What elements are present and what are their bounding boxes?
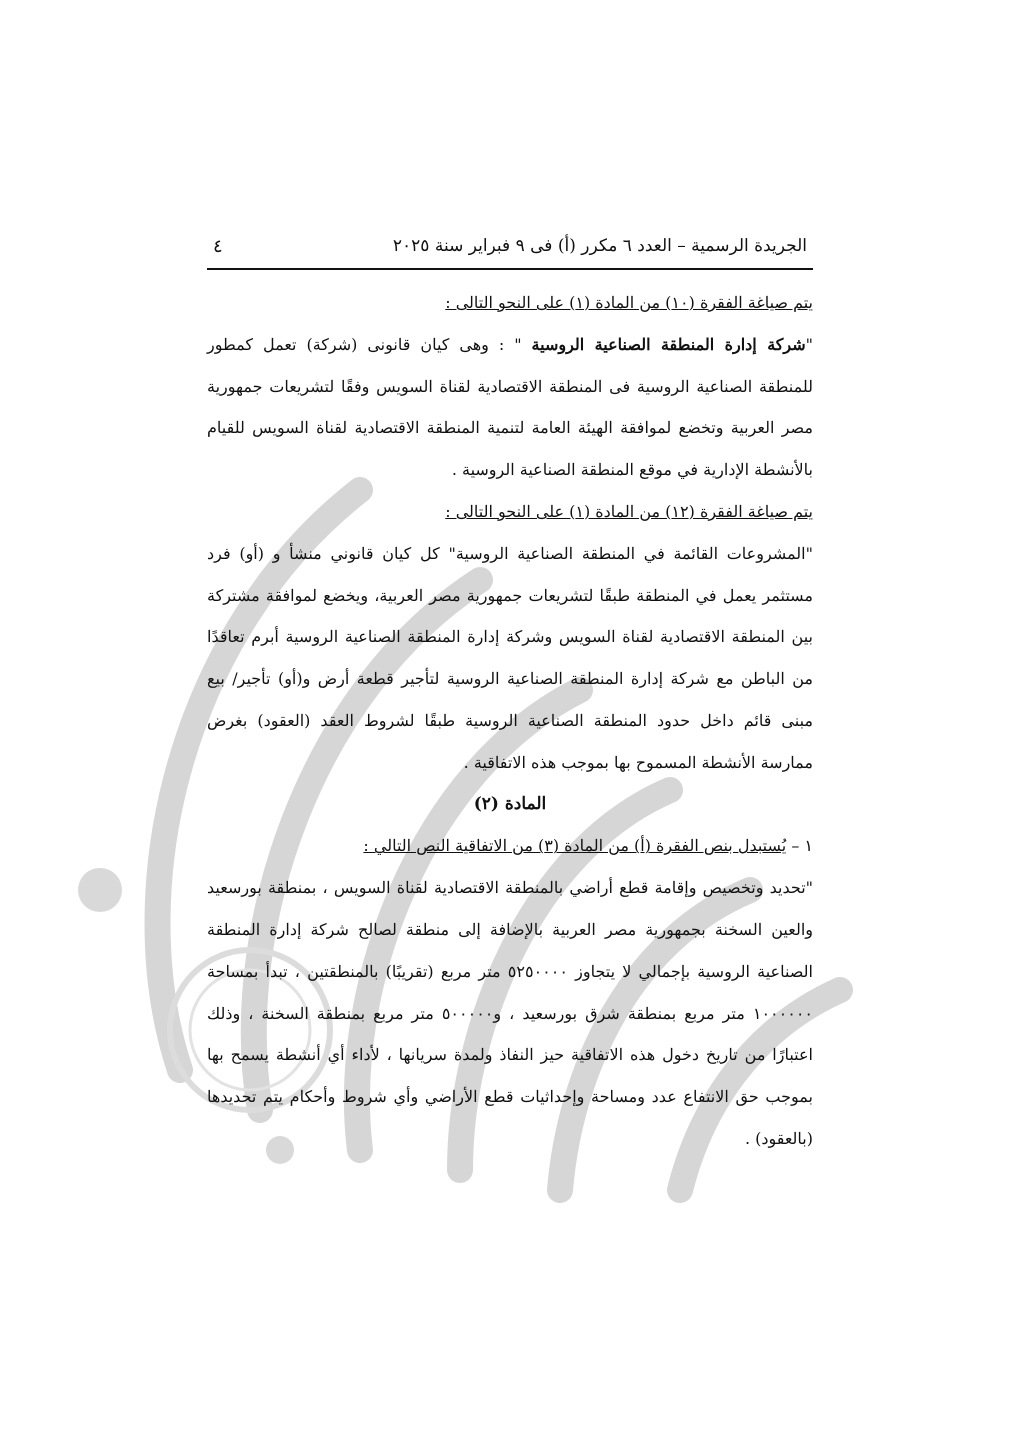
definition-management-company: [207, 324, 813, 491]
clause-intro: يُستبدل بنص الفقرة (أ) من المادة (٣) من الاتفاقية النص التالي :: [363, 836, 787, 856]
replacement-text: "تحديد وتخصيص وإقامة قطع أراضي بالمنطقة الاقتصادية لقناة السويس ، بمنطقة بورسعيد والعين السخنة بجمهورية مصر العربية بالإضافة إلى منطقة لصالح شركة إدارة المنطقة الصناعية الروسية بإجمالي لا يتجاوز ٥٢٥٠٠٠٠ متر مربع (تقريبًا) بالمنطقتين ، تبدأ بمساحة ١٠٠٠٠٠٠ متر مربع بمنطقة شرق بورسعيد ، و٥٠٠٠٠٠ متر مربع بمنطقة السخنة ، وذلك اعتبارًا من تاريخ دخول هذه الاتفاقية حيز النفاذ ولمدة سريانها ، لأداء أي أنشطة يسمح بها بموجب حق الانتفاع عدد ومساحة وإحداثيات قطع الأراضي وأي شروط وأحكام يتم تحديدها (بالعقود) .: [207, 878, 814, 1148]
page-number: ٤: [213, 235, 223, 257]
article-2-clause-1: [207, 825, 813, 867]
paragraph-12-intro: يتم صياغة الفقرة (١٢) من المادة (١) على النحو التالى :: [445, 501, 813, 521]
definition-text: " : وهى كيان قانونى (شركة) تعمل كمطور للمنطقة الصناعية الروسية فى المنطقة الاقتصادية لقناة السويس وفقًا لتشريعات جمهورية مصر العربية وتخضع لموافقة الهيئة العامة لتنمية المنطقة الاقتصادية لقناة السويس للقيام بالأنشطة الإدارية في موقع المنطقة الصناعية الروسية .: [207, 334, 813, 480]
paragraph-10-intro: يتم صياغة الفقرة (١٠) من المادة (١) على النحو التالى :: [445, 293, 813, 312]
definition-existing-projects: "المشروعات القائمة في المنطقة الصناعية الروسية" كل كيان قانوني منشأ و (أو) فرد مستثمر يعمل في المنطقة طبقًا لتشريعات جمهورية مصر العربية، ويخضع لموافقة مشتركة بين المنطقة الاقتصادية لقناة السويس وشركة إدارة المنطقة الصناعية الروسية أبرم تعاقدًا من الباطن مع شركة إدارة المنطقة الصناعية الروسية لتأجير قطعة أرض و(أو) تأجير/ بيع مبنى قائم داخل حدود المنطقة الصناعية الروسية طبقًا لشروط العقد (العقود) بغرض ممارسة الأنشطة المسموح بها بموجب هذه الاتفاقية .: [207, 543, 813, 772]
document-page: [207, 228, 813, 1160]
quote-mark: ": [805, 334, 813, 354]
page-header: [207, 228, 813, 270]
gazette-title: الجريدة الرسمية – العدد ٦ مكرر (أ) فى ٩ فبراير سنة ٢٠٢٥: [392, 236, 807, 256]
document-body: [207, 282, 813, 1160]
defined-term: شركة إدارة المنطقة الصناعية الروسية: [531, 334, 806, 354]
article-title: المادة (٢): [473, 793, 547, 814]
clause-number: ١ –: [786, 836, 813, 856]
